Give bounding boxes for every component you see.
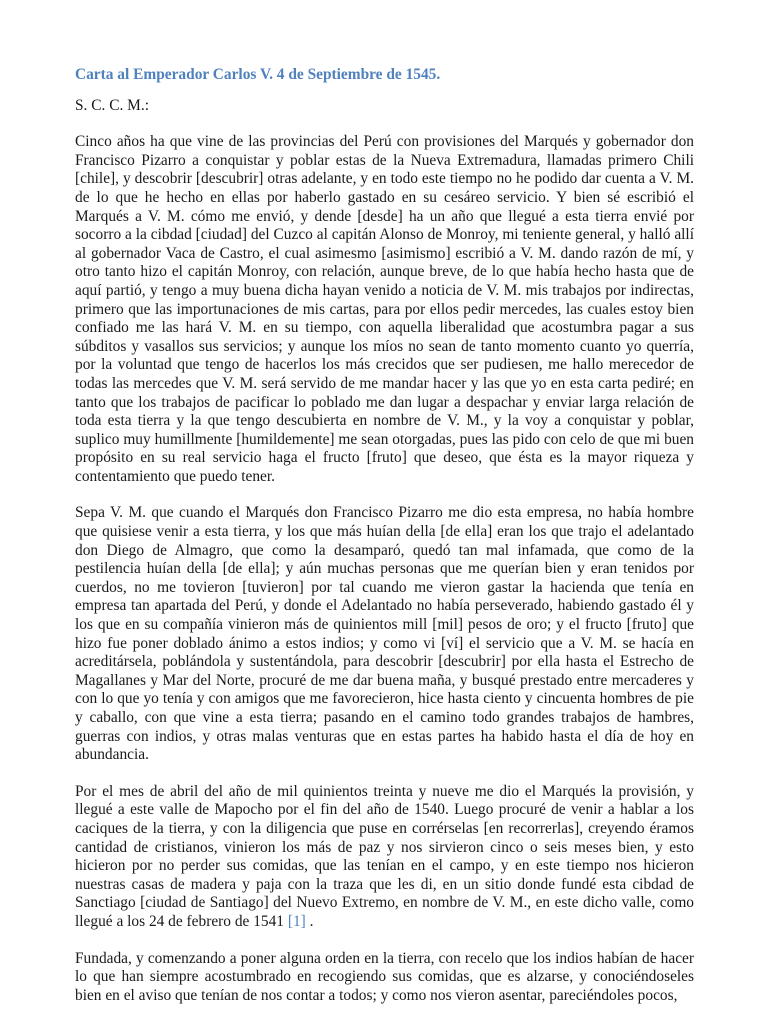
letter-salutation: S. C. C. M.: xyxy=(75,96,149,114)
paragraph-2: Sepa V. M. que cuando el Marqués don Francisco Pizarro me dio esta empresa, no había hombre que quisiese venir a esta tierra, y los que más huían della [de ella] eran los que trajo el adelantado don Diego de Almagro, que como la desamparó, quedó tan mal infamada, que como de la pestilencia huían della [de ella]; y aún muchas personas que me querían bien y eran tenidos por cuerdos, no me tovieron [tuvieron] por tal cuando me vieron gastar la hacienda que tenía en empresa tan apartada del Perú, y donde el Adelantado no había perseverado, habiendo gastado él y los que en su compañía vinieron más de quinientos mill [mil] pesos de oro; y el fructo [fruto] que hizo fue poner doblado ánimo a estos indios; y como vi [ví] el servicio que a V. M. se hacía en acreditársela, poblándola y sustentándola, para descobrir [descubrir] por ella hasta el Estrecho de Magallanes y Mar del Norte, procuré de me dar buena maña, y busqué prestado entre mercaderes y con lo que yo tenía y con amigos que me favorecieron, hice hasta ciento y cincuenta hombres de pie y caballo, con que vine a esta tierra; pasando en el camino todo grandes trabajos de hambres, guerras con indios, y otras malas venturas que en estas partes ha habido hasta el día de hoy en abundancia. xyxy=(75,504,694,764)
document-page xyxy=(75,66,694,1023)
paragraph-4: Fundada, y comenzando a poner alguna orden en la tierra, con recelo que los indios habían de hacer lo que han siempre acostumbrado en recogiendo sus comidas, que es alzarse, y conociéndoseles bien en el aviso que tenían de nos contar a todos; y como nos vieron asentar, pareciéndoles pocos, xyxy=(75,949,694,1004)
paragraph-3 xyxy=(75,783,694,932)
paragraph-1: Cinco años ha que vine de las provincias del Perú con provisiones del Marqués y gobernador don Francisco Pizarro a conquistar y poblar estas de la Nueva Extremadura, llamadas primero Chili [chile], y descobrir [descubrir] otras adelante, y en todo este tiempo no he podido dar cuenta a V. M. de lo que he hecho en ellas por haberlo gastado en su cesáreo servicio. Y bien sé escribió el Marqués a V. M. cómo me envió, y dende [desde] ha un año que llegué a esta tierra envié por socorro a la cibdad [ciudad] del Cuzco al capitán Alonso de Monroy, mi teniente general, y halló allí al gobernador Vaca de Castro, el cual asimesmo [asimismo] escribió a V. M. dando razón de mí, y otro tanto hizo el capitán Monroy, con relación, aunque breve, de lo que había hecho hasta que de aquí partió, y tengo a muy buena dicha hayan venido a noticia de V. M. mis trabajos por indirectas, primero que las importunaciones de mis cartas, para por ellos pedir mercedes, las cuales estoy bien confiado me las hará V. M. en su tiempo, con aquella liberalidad que acostumbra pagar a sus súbditos y vasallos sus servicios; y aunque los míos no sean de tanto momento cuanto yo querría, por la voluntad que tengo de hacerlos los más crecidos que ser pudiesen, me hallo merecedor de todas las mercedes que V. M. será servido de me mandar hacer y las que yo en esta carta pediré; en tanto que los trabajos de pacificar lo poblado me dan lugar a despachar y enviar larga relación de toda esta tierra y la que tengo descubierta en nombre de V. M., y la voy a conquistar y poblar, suplico muy humillmente [humildemente] me sean otorgadas, pues las pido con celo de que mi buen propósito en su real servicio haga el fructo [fruto] que deseo, que ésta es la mayor riqueza y contentamiento que puedo tener. xyxy=(75,133,694,485)
paragraph-3-text: Por el mes de abril del año de mil quinientos treinta y nueve me dio el Marqués la provisión, y llegué a este valle de Mapocho por el fin del año de 1540. Luego procuré de venir a hablar a los caciques de la tierra, y con la diligencia que puse en corrérselas [en recorrerlas], creyendo éramos cantidad de cristianos, vinieron los más de paz y nos sirvieron cinco o seis meses bien, y esto hicieron por no perder sus comidas, que las tenían en el campo, y en este tiempo nos hicieron nuestras casas de madera y paja con la traza que les di, en un sitio donde fundé esta cibdad de Sanctiago [ciudad de Santiago] del Nuevo Extremo, en nombre de V. M., en este dicho valle, como llegué a los 24 de febrero de 1541 xyxy=(75,782,694,930)
paragraph-3-end: . xyxy=(309,912,314,930)
letter-title: Carta al Emperador Carlos V. 4 de Septiembre de 1545. xyxy=(75,66,441,83)
footnote-link[interactable]: [1] xyxy=(287,912,306,930)
